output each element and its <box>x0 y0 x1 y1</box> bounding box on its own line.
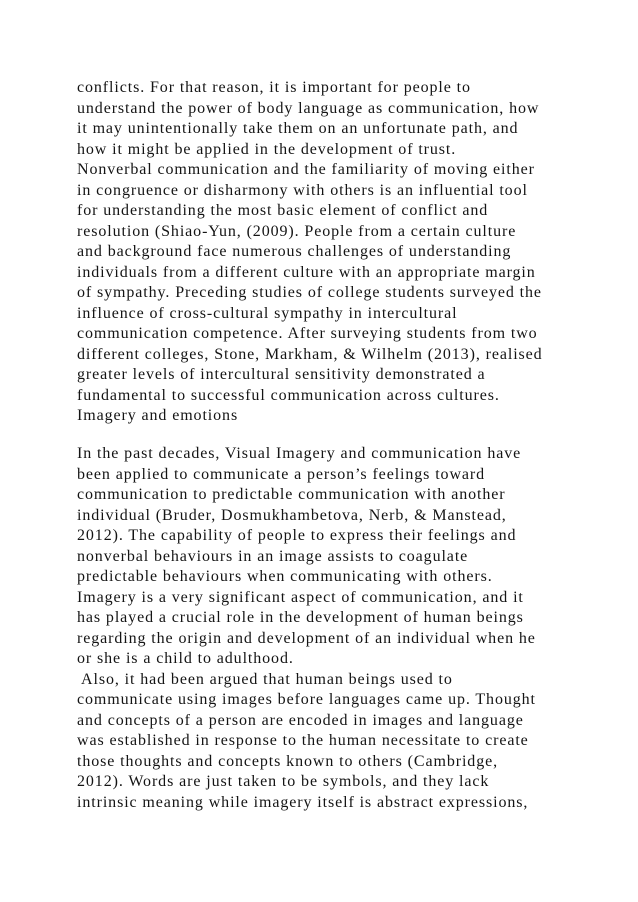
text-line: how it might be applied in the development of trust. <box>77 140 457 158</box>
text-line: predictable behaviours when communicating with others. <box>77 568 493 585</box>
text-line: Imagery is a very significant aspect of communication, and it <box>77 588 524 606</box>
text-line: communicate using images before languages came up. Thought <box>77 691 536 708</box>
text-line: individuals from a different culture with an appropriate margin <box>77 263 536 281</box>
text-line: individual (Bruder, Dosmukhambetova, Nerb, & Manstead, <box>77 506 507 524</box>
text-line: fundamental to successful communication across cultures. <box>77 386 500 404</box>
text-line: Also, it had been argued that human beings used to <box>77 670 453 688</box>
text-line: understand the power of body language as communication, how <box>77 99 540 117</box>
text-line: influence of cross-cultural sympathy in intercultural <box>77 304 458 322</box>
text-line: 2012). The capability of people to express their feelings and <box>77 527 517 544</box>
text-line: has played a crucial role in the development of human beings <box>77 609 524 626</box>
text-line: for understanding the most basic element of conflict and <box>77 202 489 219</box>
text-line: been applied to communicate a person’s feelings toward <box>77 465 486 483</box>
text-line: communication to predictable communication with another <box>77 486 506 503</box>
text-line: 2012). Words are just taken to be symbols, and they lack <box>77 773 490 790</box>
text-line: resolution (Shiao-Yun, (2009). People from a certain culture <box>77 222 517 240</box>
text-line: nonverbal behaviours in an image assists to coagulate <box>77 547 469 565</box>
text-line: intrinsic meaning while imagery itself is abstract expressions, <box>77 793 529 811</box>
text-line: those thoughts and concepts known to others (Cambridge, <box>77 752 498 770</box>
text-line: and concepts of a person are encoded in images and language <box>77 711 524 729</box>
text-line: In the past decades, Visual Imagery and communication have <box>77 445 522 462</box>
text-block-1 <box>77 78 577 427</box>
text-line: it may unintentionally take them on an unfortunate path, and <box>77 120 519 137</box>
text-line: Nonverbal communication and the familiarity of moving either <box>77 161 535 178</box>
text-line: and background face numerous challenges of understanding <box>77 243 512 260</box>
text-line: communication competence. After surveying students from two <box>77 325 538 342</box>
text-line: different colleges, Stone, Markham, & Wilhelm (2013), realised <box>77 345 543 363</box>
text-line: regarding the origin and development of an individual when he <box>77 629 536 647</box>
text-line: greater levels of intercultural sensitivity demonstrated a <box>77 366 486 383</box>
section-heading: Imagery and emotions <box>77 407 239 424</box>
text-line: in congruence or disharmony with others is an influential tool <box>77 181 528 199</box>
text-line: was established in response to the human necessitate to create <box>77 732 529 749</box>
text-line: of sympathy. Preceding studies of college students surveyed the <box>77 284 542 301</box>
text-block-2 <box>77 444 577 813</box>
text-line: or she is a child to adulthood. <box>77 650 294 667</box>
text-line: conflicts. For that reason, it is important for people to <box>77 79 471 96</box>
